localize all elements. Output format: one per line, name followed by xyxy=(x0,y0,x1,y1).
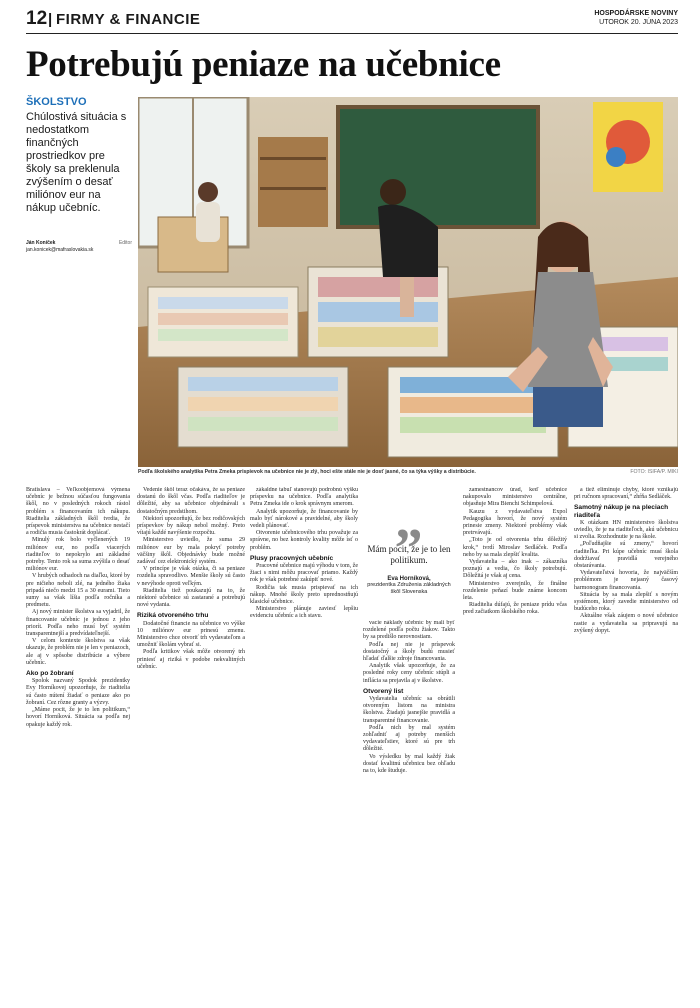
pull-quote xyxy=(363,489,455,596)
paragraph: Aktuálne však záujem o nové učebnice rastie a vydavatelia sa pripravujú na zvýšený dopyt. xyxy=(574,613,678,634)
paragraph: Aj nový minister školstva sa vyjadril, že financovanie učebníc je jednou z jeho priorít. Podľa neho musí byť systém transparentnejší a predvídateľnejší. xyxy=(26,609,130,638)
paragraph: „Toto je od otvorenia trhu dôležitý krok,“ tvrdí Miroslav Sedláček. Podľa neho by sa mala zlepšiť kvalita. xyxy=(463,537,567,558)
paragraph: zákaldne tabuľ stanovujú podrobnú výšku príspevku na učebnice. Podľa analytika Petra Zmeka ide o krok správnym smerom. xyxy=(250,487,358,508)
article-column-6 xyxy=(574,487,678,1002)
author-email[interactable]: jan.konicek@mafraslovakia.sk xyxy=(26,247,94,253)
paragraph: Podľa nich by mal systém zohľadniť aj potreby menších vydavateľstiev, ktoré sú pre trh dôležité. xyxy=(363,724,455,753)
subheading: Samotný nákup je na pleciach riaditeľa xyxy=(574,504,669,519)
article-lead xyxy=(26,96,132,215)
paragraph: Ministerstvo plánuje zaviesť lepšiu evidenciu učebníc a ich stavu. xyxy=(250,606,358,620)
article-headline: Potrebujú peniaze na učebnice xyxy=(26,44,501,85)
author-role: Editor xyxy=(118,240,132,246)
author-name: Ján Koníček xyxy=(26,240,56,246)
quote-mark: „ xyxy=(395,489,423,551)
paragraph: Bratislava – Veľkoobjemová výmena učebníc je bežnou súčasťou fungovania škôl, no v posledných rokoch rástol problém s financovaním ich nákupu. Riaditelia základných škôl tvrdia, že príspevok ministerstva na učebnice nestačí a rodičia musia častokrát doplácať. xyxy=(26,487,130,537)
author-byline xyxy=(26,240,132,254)
paragraph: Niektorí upozorňujú, že bez rodičovských príspevkov by nákup nebol možný. Preto vítajú každé navýšenie rozpočtu. xyxy=(137,515,245,537)
paragraph: vacie náklady učebníc by mali byť rozdelené podľa počtu žiakov. Takto by sa predišlo nerovnostiam. xyxy=(363,620,455,641)
paragraph: V hrubých odhadoch na diaľku, ktoré by pre ničieho neboli zlé, na jedného žiaka pripadá niečo medzi 15 a 30 eurami. Tieto sumy sa však líšia podľa ročníka a predmetu. xyxy=(26,573,130,609)
paragraph: Otvorenie učebnicového trhu považuje za správne, no bez kontroly kvality môže ísť o problém. xyxy=(250,530,358,551)
section-title: FIRMY & FINANCIE xyxy=(56,11,201,28)
paragraph: K otázkam HN ministerstvo školstva uviedlo, že je na riaditeľoch, akú učebnicu si zvolia. Rozhodnutie je na škole. xyxy=(574,519,678,541)
subheading: Plusy pracovných učebníc xyxy=(250,554,334,562)
article-column-4 xyxy=(363,620,455,1002)
paragraph: Vydavatelia učebníc sa obrátili otvoreným listom na ministra školstva. Žiadajú jasnejšie pravidlá a transparentné financovanie. xyxy=(363,696,455,724)
lead-text: Chúlostivá situácia s nedostatkom finančných prostriedkov pre školy sa preklenula zvýšením o desať miliónov eur na nákup učebníc. xyxy=(26,111,127,214)
photo-caption xyxy=(138,469,678,476)
subheading: Otvorený list xyxy=(363,687,404,695)
page-number: 12 xyxy=(26,8,48,29)
paragraph: Ministerstvo uviedlo, že suma 29 miliónov eur by mala pokryť potreby väčšiny škôl. Objednávky bude možné zadávať cez elektronický systém. xyxy=(137,537,245,566)
paragraph: Riaditelia tiež poukazujú na to, že niektoré učebnice sú zastarané a potrebujú nové vydania. xyxy=(137,587,245,609)
paragraph: Analytik upozorňuje, že financovanie by malo byť nárokové a pravidelné, aby školy vedeli plánovať. xyxy=(250,508,358,530)
quote-text: Mám pocit, že je to len politikum. xyxy=(367,544,451,565)
article-column-5 xyxy=(463,487,567,1002)
newspaper-name: HOSPODÁRSKE NOVINY xyxy=(594,10,678,17)
paragraph: zamestnancov úrad, keď učebnice nakupovalo ministerstvo centrálne, objasňuje Mira Bienchi Schimpelová. xyxy=(463,487,567,508)
paragraph: Situácia by sa mala zlepšiť s novým systémom, ktorý zavedie ministerstvo od budúceho roka. xyxy=(574,591,678,613)
paragraph: Vedenie škôl teraz očakáva, že sa peniaze dostanú do škôl včas. Podľa riaditeľov je dôležité, aby sa učebnice objednávali s dostatočným predstihom. xyxy=(137,487,245,515)
caption-text: Podľa školského analytika Petra Zmeka prispievok na učebnice nie je zlý, hoci ešte stále nie je dosť jasné, čo sa týka výšky a distribúcie. xyxy=(138,469,476,475)
paragraph: Spolok nazvaný Spodok prezidentky Evy Horníkovej upozorňuje, že riaditelia sú často nútení žiadať o peniaze ako po žobraní. Cez rôzne granty a výzvy. xyxy=(26,678,130,706)
masthead xyxy=(594,9,678,27)
photo-credit: FOTO: ISIFA/P. MIKI xyxy=(630,469,678,475)
paragraph: V princípe je však otázka, či sa peniaze rozdelia spravodlivo. Menšie školy sú často v nevýhode oproti veľkým. xyxy=(137,566,245,587)
paragraph: Podľa kritikov však môže otvorený trh priniesť aj riziká v podobe nekvalitných učebníc. xyxy=(137,649,245,670)
paragraph: Vydavateľstvá hovoria, že najväčším problémom je nejasný časový harmonogram financovania. xyxy=(574,570,678,591)
header-rule xyxy=(26,33,678,34)
article-column-2 xyxy=(137,487,245,1002)
paragraph: Analytik však upozorňuje, že za posledné roky ceny učebníc stúpli a inflácia sa prejavila aj v školstve. xyxy=(363,663,455,684)
classroom-photo-illustration xyxy=(138,97,678,467)
article-kicker: ŠKOLSTVO xyxy=(26,96,87,108)
article-column-1 xyxy=(26,487,130,1002)
paragraph: „Máme pocit, že je to len politikum,“ hovorí Horníková. Situácia sa podľa nej opakuje každý rok. xyxy=(26,707,130,728)
header-separator: | xyxy=(48,11,53,28)
paragraph: Ministerstvo zverejnilo, že finálne rozdelenie peňazí bude známe koncom leta. xyxy=(463,580,567,602)
paragraph: „Poľudňajšie sú zmeny,“ hovorí riaditeľka. Pri kúpe učebníc musí škola dodržiavať pravidlá verejného obstarávania. xyxy=(574,541,678,570)
paragraph: Riaditelia dúfajú, že peniaze prídu včas pred začiatkom školského roka. xyxy=(463,602,567,616)
paragraph: Pracovné učebnice majú výhodu v tom, že žiaci s nimi môžu pracovať priamo. Každý rok je však potrebné zakúpiť nové. xyxy=(250,563,358,584)
quote-author: Eva Horníková, xyxy=(387,576,431,582)
paragraph: Podľa nej nie je príspevok dostatočný a školy budú musieť hľadať ďalšie zdroje financovania. xyxy=(363,641,455,663)
paragraph: V celom kontexte školstva sa však ukazuje, že problém nie je len v peniazoch, ale aj v spôsobe distribúcie a výbere učebníc. xyxy=(26,638,130,666)
paragraph: a tiež eliminuje chyby, ktoré vznikajú pri ručnom spracovaní,“ zhŕňa Sedláček. xyxy=(574,487,678,501)
quote-author-role: prezidentka Združenia základných škôl Slovenska xyxy=(367,582,451,595)
paragraph: Kauzu z vydavateľstva Expol Pedagogika hovorí, že nový systém prinesie zmeny. Niektoré problémy však pretrvávajú. xyxy=(463,508,567,537)
paragraph: Dodatočné financie na učebnice vo výške 10 miliónov eur prinesú zmenu. Ministerstvo chce otvoriť trh vydavateľom a umožniť školám vybrať si. xyxy=(137,620,245,649)
paragraph: Vydavatelia – ako inak – zákazníka poznajú a vedia, čo školy potrebujú. Dôležitá je však aj cena. xyxy=(463,559,567,580)
issue-date: UTOROK 20. JÚNA 2023 xyxy=(599,19,678,26)
paragraph: Minulý rok bolo vyčlenených 19 miliónov eur, no podľa viacerých riaditeľov to nepokrylo ani základné potreby. Tento rok sa suma zvýšila o desať miliónov eur. xyxy=(26,537,130,573)
article-photo xyxy=(138,97,678,467)
page-header xyxy=(26,8,678,30)
paragraph: Rodičia tak musia prispievať na ich nákup. Mnohé školy preto uprednostňujú klasické učebnice. xyxy=(250,584,358,606)
paragraph: Vo výsledku by mal každý žiak dostať kvalitnú učebnicu bez ohľadu na to, kde študuje. xyxy=(363,753,455,775)
subheading: Ako po žobraní xyxy=(26,670,74,678)
article-column-3 xyxy=(250,487,358,1002)
subheading: Riziká otvoreného trhu xyxy=(137,612,209,620)
